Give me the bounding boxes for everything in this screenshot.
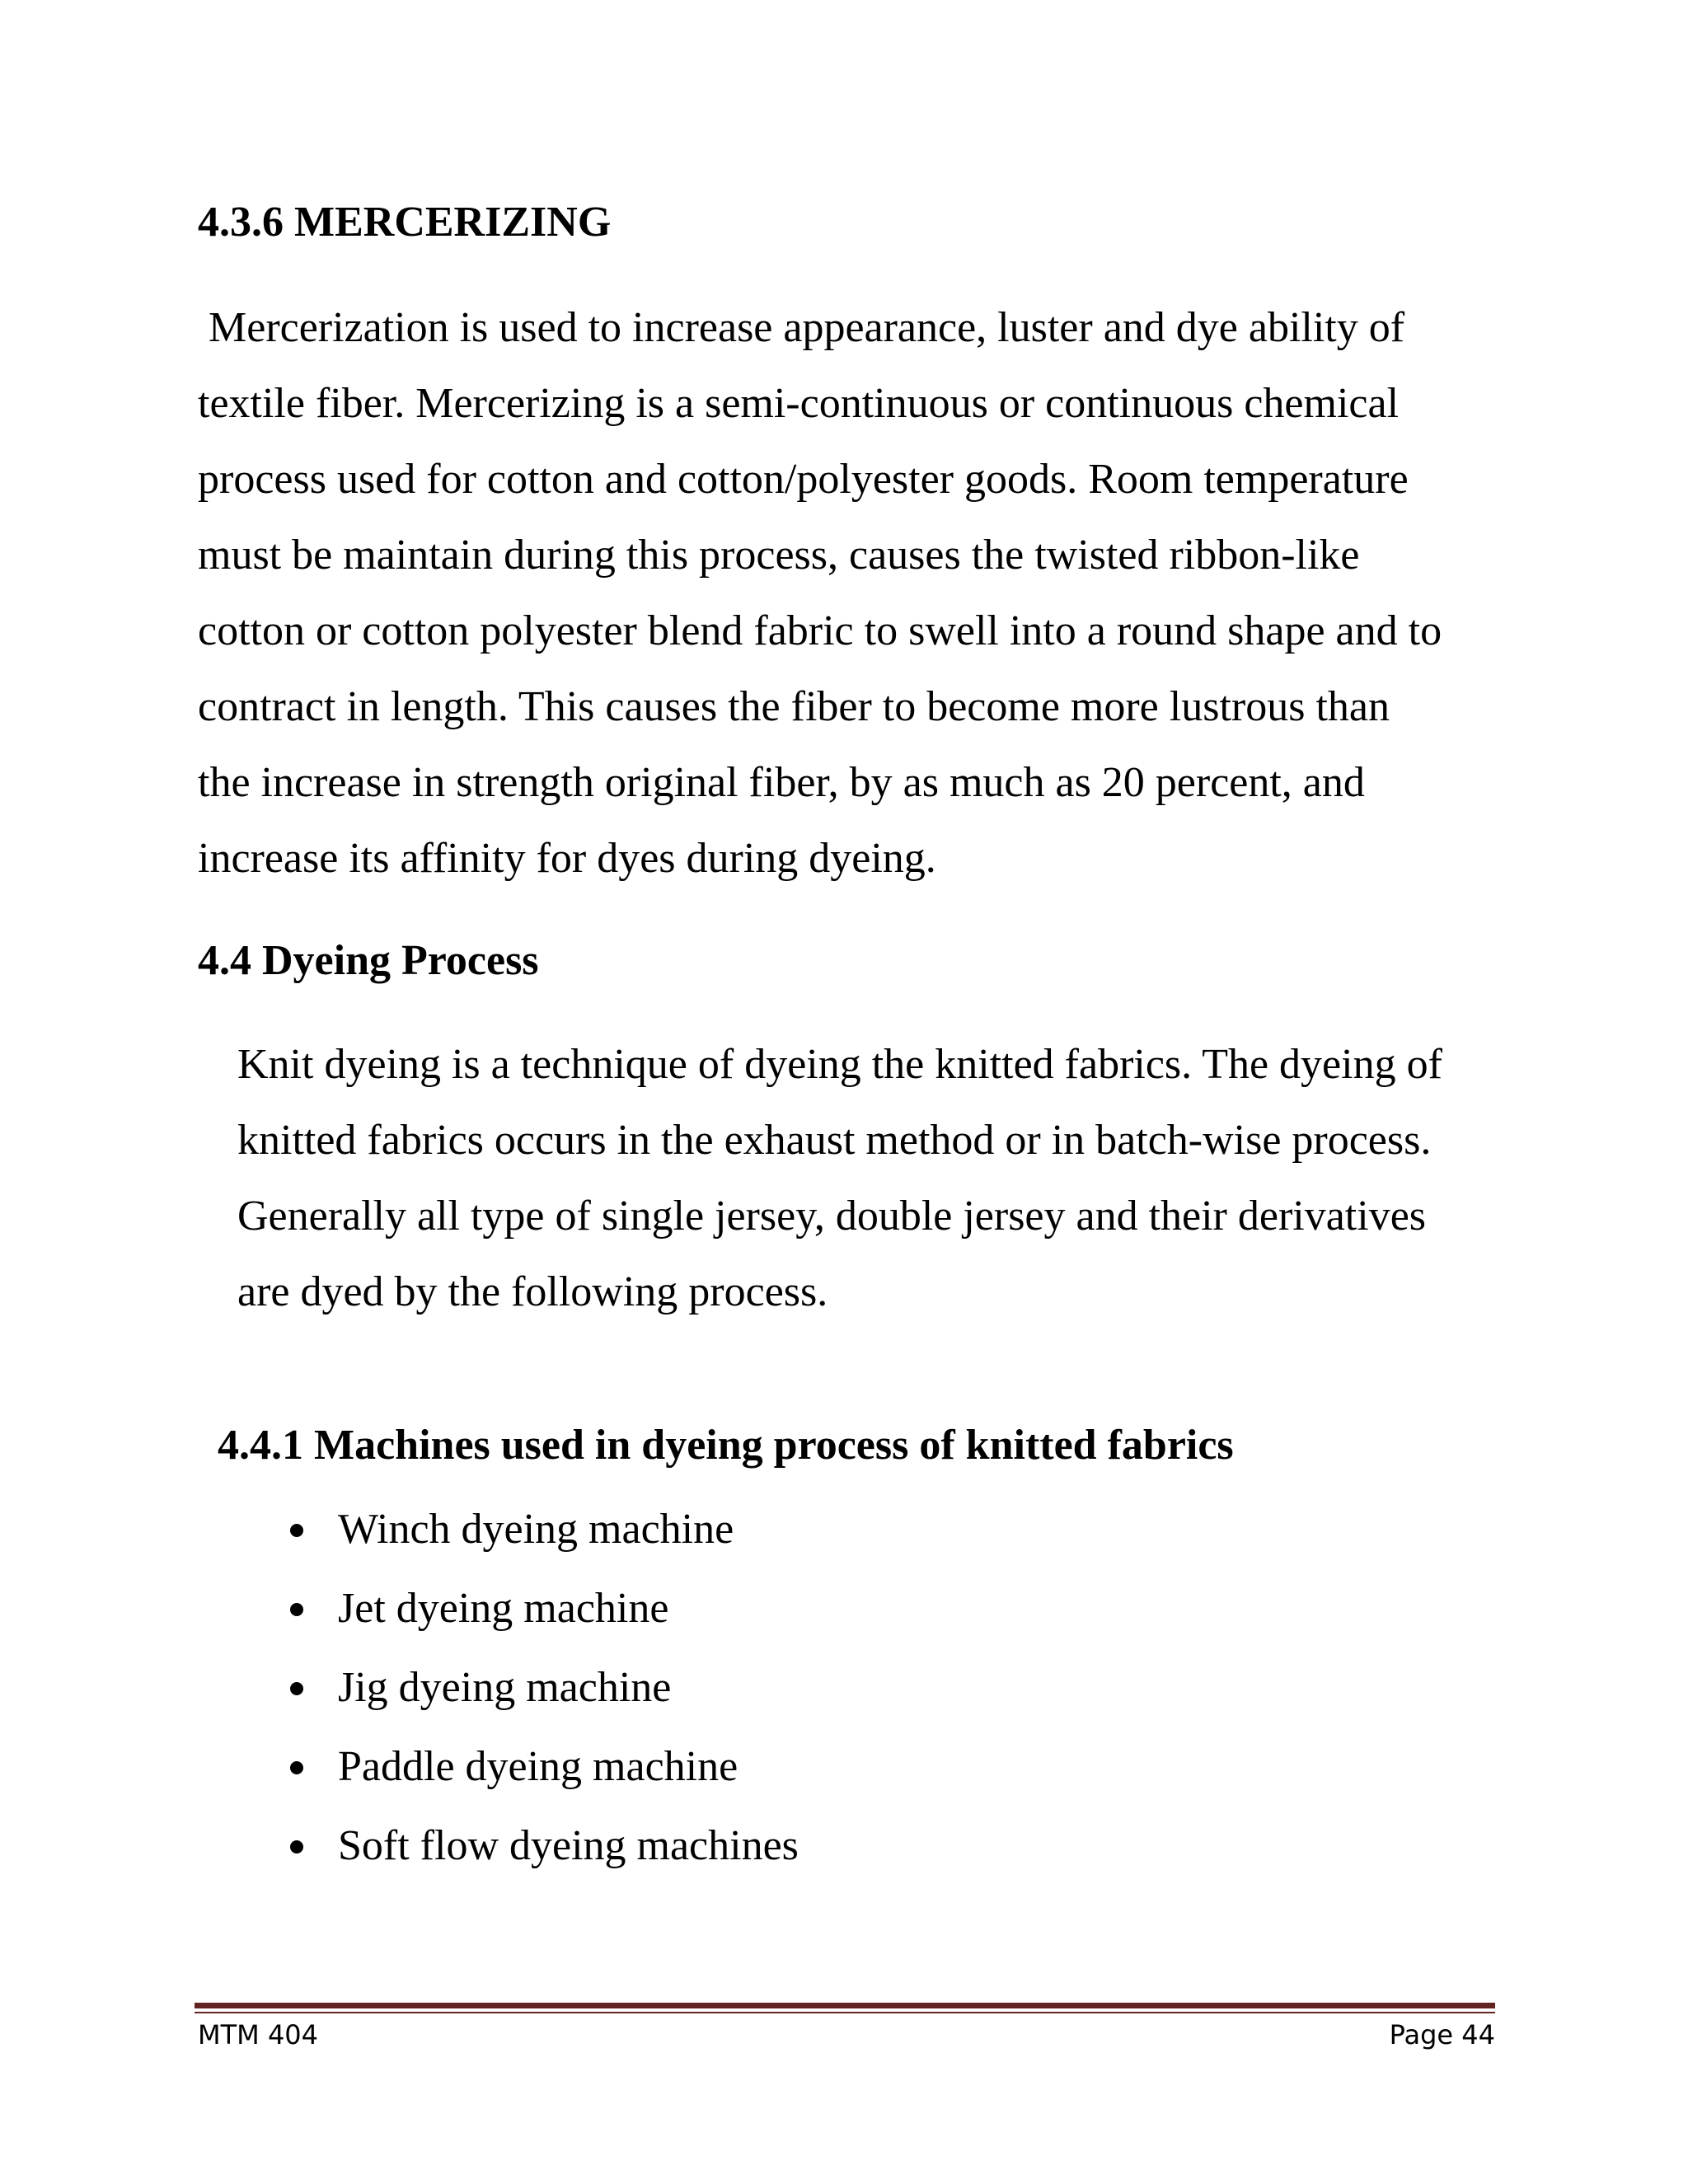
list-item — [285, 1807, 799, 1886]
paragraph-line: are dyed by the following process. — [237, 1268, 828, 1315]
section-heading-dyeing-process: 4.4 Dyeing Process — [198, 937, 539, 984]
list-item — [285, 1490, 799, 1569]
list-item — [285, 1727, 799, 1807]
list-item — [285, 1648, 799, 1727]
footer-divider-thin — [195, 2012, 1495, 2013]
paragraph-line: must be maintain during this process, causes the twisted ribbon-like — [198, 532, 1360, 579]
paragraph-line: Mercerization is used to increase appearance, luster and dye ability of — [198, 304, 1405, 351]
list-item-label: Paddle dyeing machine — [338, 1743, 738, 1790]
bullet-icon — [290, 1840, 303, 1854]
list-item-label: Jet dyeing machine — [338, 1585, 669, 1632]
bullet-icon — [290, 1524, 303, 1537]
paragraph-line: Knit dyeing is a technique of dyeing the knitted fabrics. The dyeing of — [237, 1041, 1442, 1088]
paragraph-line: process used for cotton and cotton/polyester goods. Room temperature — [198, 456, 1409, 503]
paragraph-line: the increase in strength original fiber, by as much as 20 percent, and — [198, 759, 1365, 806]
section-heading-machines: 4.4.1 Machines used in dyeing process of knitted fabrics — [218, 1422, 1234, 1469]
paragraph-line: textile fiber. Mercerizing is a semi-continuous or continuous chemical — [198, 380, 1400, 427]
paragraph-line: increase its affinity for dyes during dyeing. — [198, 835, 936, 882]
list-item-label: Soft flow dyeing machines — [338, 1822, 799, 1869]
paragraph-line: contract in length. This causes the fiber to become more lustrous than — [198, 683, 1390, 730]
bullet-icon — [290, 1603, 303, 1616]
machines-list — [285, 1490, 799, 1886]
bullet-icon — [290, 1682, 303, 1695]
paragraph-line: Generally all type of single jersey, double jersey and their derivatives — [237, 1193, 1427, 1240]
footer-page-number: Page 44 — [1389, 2019, 1495, 2050]
list-item-label: Jig dyeing machine — [338, 1664, 672, 1711]
paragraph-dyeing-process — [237, 1027, 1442, 1330]
bullet-icon — [290, 1761, 303, 1774]
section-heading-mercerizing: 4.3.6 MERCERIZING — [198, 199, 612, 246]
footer-course-code: MTM 404 — [198, 2019, 319, 2050]
paragraph-line: knitted fabrics occurs in the exhaust method or in batch-wise process. — [237, 1117, 1432, 1164]
paragraph-mercerizing — [198, 290, 1442, 897]
list-item — [285, 1569, 799, 1648]
list-item-label: Winch dyeing machine — [338, 1506, 734, 1553]
paragraph-line: cotton or cotton polyester blend fabric to swell into a round shape and to — [198, 607, 1442, 654]
footer-divider — [195, 2003, 1495, 2008]
